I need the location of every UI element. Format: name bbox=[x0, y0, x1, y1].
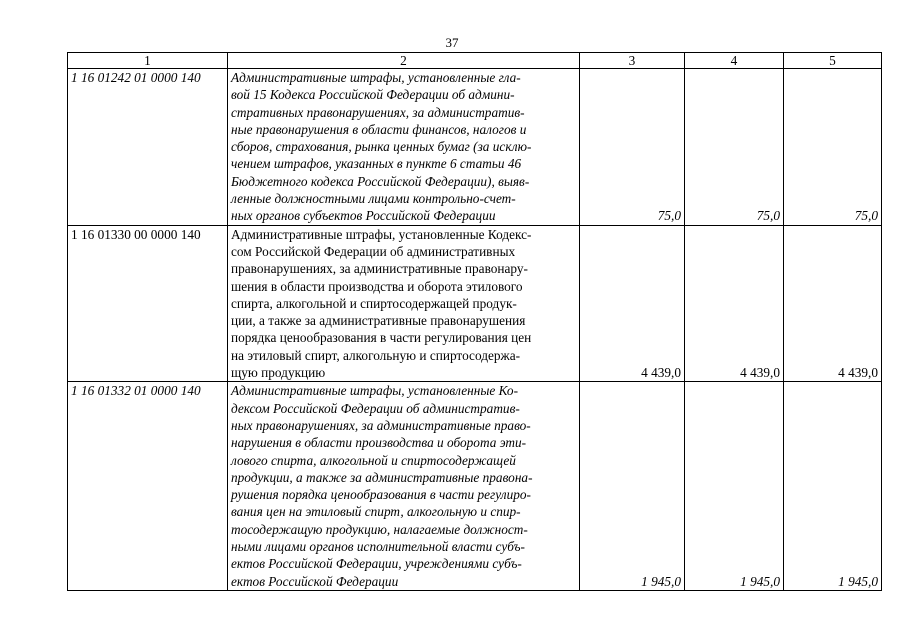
budget-code: 1 16 01242 01 0000 140 bbox=[68, 69, 228, 226]
budget-code: 1 16 01330 00 0000 140 bbox=[68, 225, 228, 382]
description-cell bbox=[228, 69, 580, 226]
column-header: 1 bbox=[68, 53, 228, 69]
description-line: стративных правонарушениях, за административ- bbox=[231, 104, 525, 120]
value-column-4: 75,0 bbox=[685, 69, 784, 226]
description-line: сборов, страхования, рынка ценных бумаг (за исклю- bbox=[231, 139, 532, 155]
description-cell bbox=[228, 382, 580, 591]
description-line: Административные штрафы, установленные Кодекс- bbox=[231, 226, 532, 242]
column-header: 4 bbox=[685, 53, 784, 69]
description-line: ленные должностными лицами контрольно-счет- bbox=[231, 191, 516, 207]
value-column-4: 1 945,0 bbox=[685, 382, 784, 591]
description-line: порядка ценообразования в части регулирования цен bbox=[231, 330, 532, 346]
page-number: 37 bbox=[445, 35, 459, 50]
description-line: нарушения в области производства и оборота эти- bbox=[231, 435, 527, 451]
description-line: сом Российской Федерации об административных bbox=[231, 243, 516, 259]
value-column-5: 75,0 bbox=[784, 69, 882, 226]
value-column-5: 1 945,0 bbox=[784, 382, 882, 591]
table-row bbox=[68, 382, 882, 591]
description-line: продукции, а также за административные правона- bbox=[231, 469, 533, 485]
table-row bbox=[68, 225, 882, 382]
value-column-5: 4 439,0 bbox=[784, 225, 882, 382]
description-line: правонарушениях, за административные правонару- bbox=[231, 261, 528, 277]
value-column-3: 1 945,0 bbox=[580, 382, 685, 591]
column-header-row bbox=[68, 53, 882, 69]
budget-code: 1 16 01332 01 0000 140 bbox=[68, 382, 228, 591]
description-line: щую продукцию bbox=[231, 365, 326, 381]
description-line: ектов Российской Федерации, учреждениями субъ- bbox=[231, 556, 522, 572]
description-line: Бюджетного кодекса Российской Федерации), выяв- bbox=[231, 173, 530, 189]
description-line: чением штрафов, указанных в пункте 6 статьи 46 bbox=[231, 156, 522, 172]
description-line: дексом Российской Федерации об административ- bbox=[231, 400, 520, 416]
description-line: ектов Российской Федерации bbox=[231, 573, 399, 589]
description-line: ных правонарушениях, за административные право- bbox=[231, 417, 531, 433]
description-line: вой 15 Кодекса Российской Федерации об админи- bbox=[231, 87, 515, 103]
description-line: лового спирта, алкогольной и спиртосодержащей bbox=[231, 452, 516, 468]
column-header: 5 bbox=[784, 53, 882, 69]
description-line: рушения порядка ценообразования в части регулиро- bbox=[231, 487, 531, 503]
column-header: 2 bbox=[228, 53, 580, 69]
budget-table bbox=[67, 52, 882, 591]
value-column-3: 75,0 bbox=[580, 69, 685, 226]
description-line: ные правонарушения в области финансов, налогов и bbox=[231, 121, 527, 137]
description-line: Административные штрафы, установленные Ко- bbox=[231, 383, 518, 399]
description-cell bbox=[228, 225, 580, 382]
description-line: вания цен на этиловый спирт, алкогольную и спир- bbox=[231, 504, 521, 520]
description-line: тосодержащую продукцию, налагаемые должност- bbox=[231, 521, 528, 537]
description-line: Административные штрафы, установленные гла- bbox=[231, 70, 521, 85]
description-line: шения в области производства и оборота этилового bbox=[231, 278, 523, 294]
value-column-3: 4 439,0 bbox=[580, 225, 685, 382]
description-line: на этиловый спирт, алкогольную и спиртосодержа- bbox=[231, 347, 521, 363]
column-header: 3 bbox=[580, 53, 685, 69]
description-line: ции, а также за административные правонарушения bbox=[231, 313, 526, 329]
description-line: ными лицами органов исполнительной власти субъ- bbox=[231, 539, 525, 555]
description-line: спирта, алкогольной и спиртосодержащей продук- bbox=[231, 295, 517, 311]
value-column-4: 4 439,0 bbox=[685, 225, 784, 382]
description-line: ных органов субъектов Российской Федерации bbox=[231, 208, 496, 224]
table-row bbox=[68, 69, 882, 226]
